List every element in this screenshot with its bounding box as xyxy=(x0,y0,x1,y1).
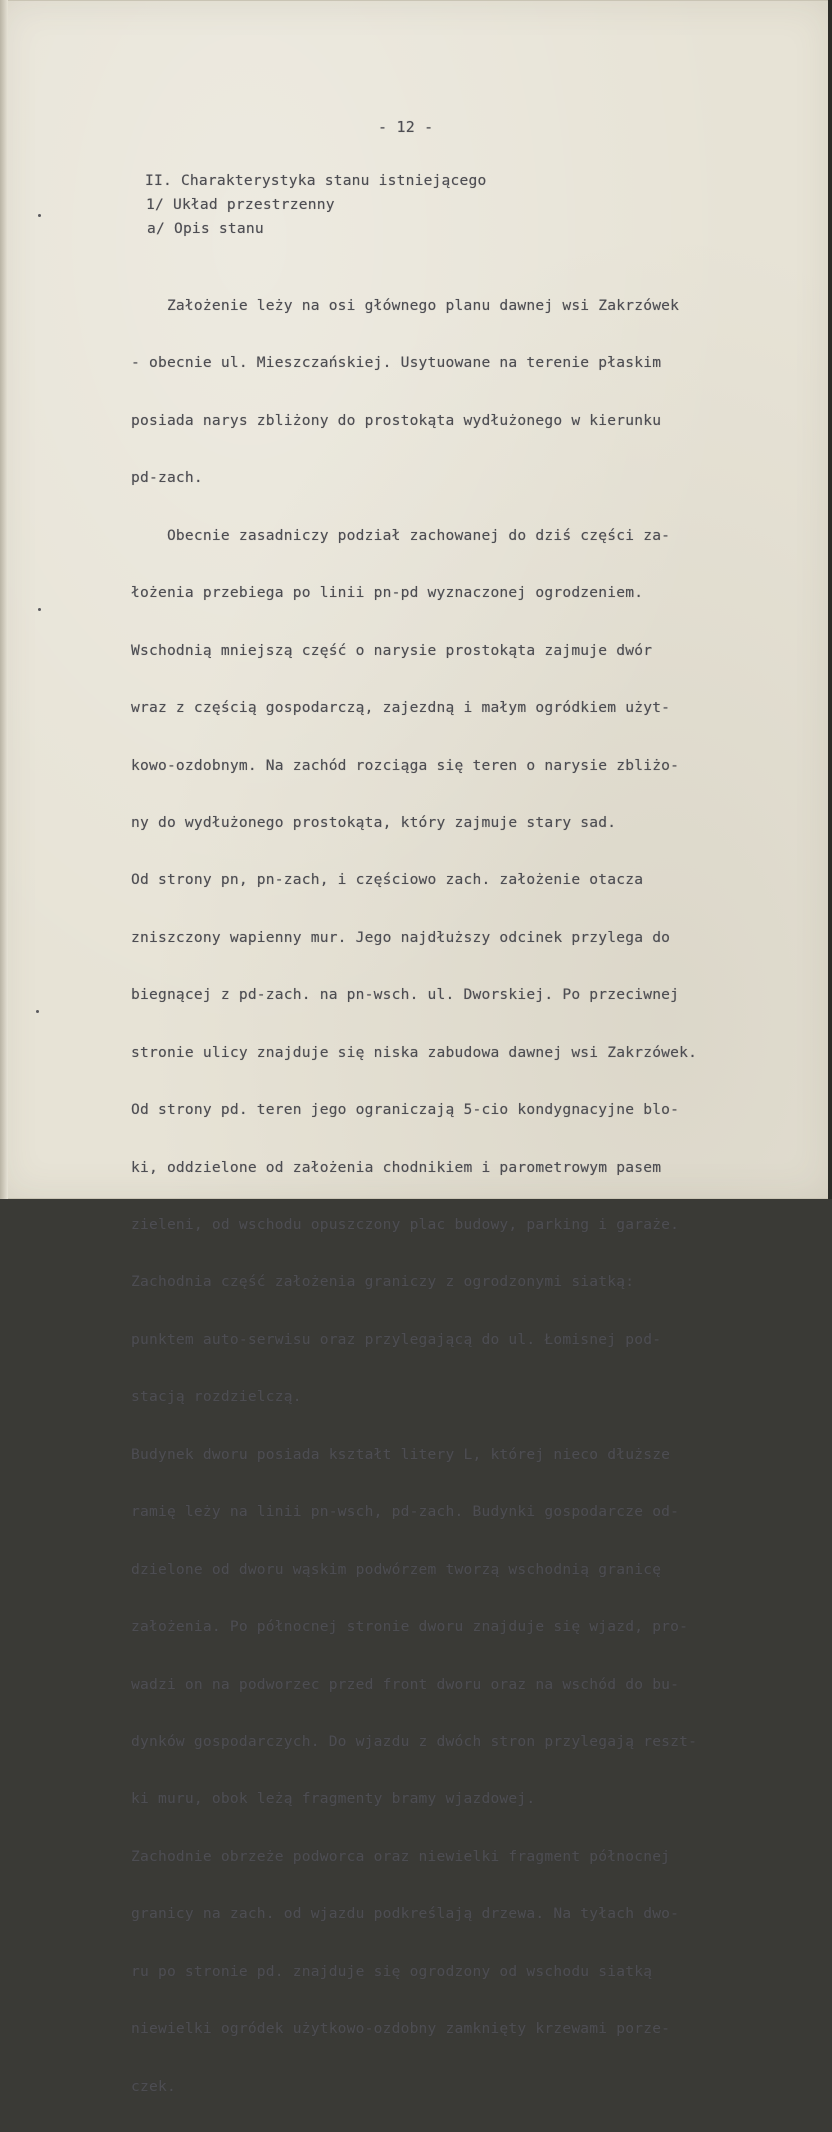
text-line: zieleni, od wschodu opuszczony plac budowy, parking i garaże. xyxy=(131,1216,680,1233)
text-line: założenia. Po północnej stronie dworu znajduje się wjazd, pro- xyxy=(131,1618,689,1636)
text-line: łożenia przebiega po linii pn-pd wyznaczonej ogrodzeniem. xyxy=(131,584,644,602)
text-line: wraz z częścią gospodarczą, zajezdną i małym ogródkiem użyt- xyxy=(131,699,671,717)
text-line: Obecnie zasadniczy podział zachowanej do dziś części za- xyxy=(131,526,671,544)
section-heading: II. Charakterystyka stanu istniejącego xyxy=(145,172,487,189)
page-left-edge xyxy=(0,0,8,1199)
margin-mark xyxy=(38,214,41,217)
page-right-edge xyxy=(828,0,832,1199)
text-line: niewielki ogródek użytkowo-ozdobny zamknięty krzewami porze- xyxy=(131,2020,671,2038)
text-line: biegnącej z pd-zach. na pn-wsch. ul. Dworskiej. Po przeciwnej xyxy=(131,986,680,1004)
text-line: Wschodnią mniejszą część o narysie prostokąta zajmuje dwór xyxy=(131,641,653,659)
text-line: kowo-ozdobnym. Na zachód rozciąga się teren o narysie zbliżo- xyxy=(131,756,680,774)
subsection-heading: 1/ Układ przestrzenny xyxy=(146,196,335,213)
text-line: dynków gospodarczych. Do wjazdu z dwóch stron przylegają reszt- xyxy=(131,1732,698,1750)
text-line: Założenie leży na osi głównego planu dawnej wsi Zakrzówek xyxy=(131,297,680,314)
text-line: posiada narys zbliżony do prostokąta wydłużonego w kierunku xyxy=(131,411,662,429)
text-line: ki muru, obok leżą fragmenty bramy wjazdowej. xyxy=(131,1790,536,1808)
text-line: ramię leży na linii pn-wsch, pd-zach. Budynki gospodarcze od- xyxy=(131,1503,680,1521)
text-line: stronie ulicy znajduje się niska zabudowa dawnej wsi Zakrzówek. xyxy=(131,1043,698,1061)
text-line: dzielone od dworu wąskim podwórzem tworzą wschodnią granicę xyxy=(131,1560,662,1578)
text-line: wadzi on na podworzec przed front dworu oraz na wschód do bu- xyxy=(131,1675,680,1693)
text-line: ny do wydłużonego prostokąta, który zajmuje stary sad. xyxy=(131,813,617,831)
text-line: Od strony pn, pn-zach, i częściowo zach. założenie otacza xyxy=(131,871,644,889)
text-line: pd-zach. xyxy=(131,469,203,487)
text-line: Zachodnia część założenia graniczy z ogrodzonymi siatką: xyxy=(131,1273,635,1291)
text-line: stacją rozdzielczą. xyxy=(131,1388,302,1406)
subsubsection-heading: a/ Opis stanu xyxy=(147,220,264,237)
text-line: - obecnie ul. Mieszczańskiej. Usytuowane na terenie płaskim xyxy=(131,354,662,372)
body-text xyxy=(131,260,781,2132)
text-line: czek. xyxy=(131,2077,176,2095)
text-line: Budynek dworu posiada kształt litery L, której nieco dłuższe xyxy=(131,1445,671,1463)
text-line: ru po stronie pd. znajduje się ogrodzony od wschodu siatką xyxy=(131,1962,653,1980)
text-line: punktem auto-serwisu oraz przylegającą do ul. Łomisnej pod- xyxy=(131,1330,662,1348)
page-number: - 12 - xyxy=(378,118,434,136)
text-line: Zachodnie obrzeże podworca oraz niewielki fragment północnej xyxy=(131,1847,671,1865)
text-line: ki, oddzielone od założenia chodnikiem i parometrowym pasem xyxy=(131,1158,662,1176)
text-line: Od strony pd. teren jego ograniczają 5-cio kondygnacyjne blo- xyxy=(131,1101,680,1119)
text-line: zniszczony wapienny mur. Jego najdłuższy odcinek przylega do xyxy=(131,928,671,946)
margin-mark xyxy=(36,1010,39,1013)
text-line: granicy na zach. od wjazdu podkreślają drzewa. Na tyłach dwo- xyxy=(131,1905,680,1923)
margin-mark xyxy=(38,608,41,611)
